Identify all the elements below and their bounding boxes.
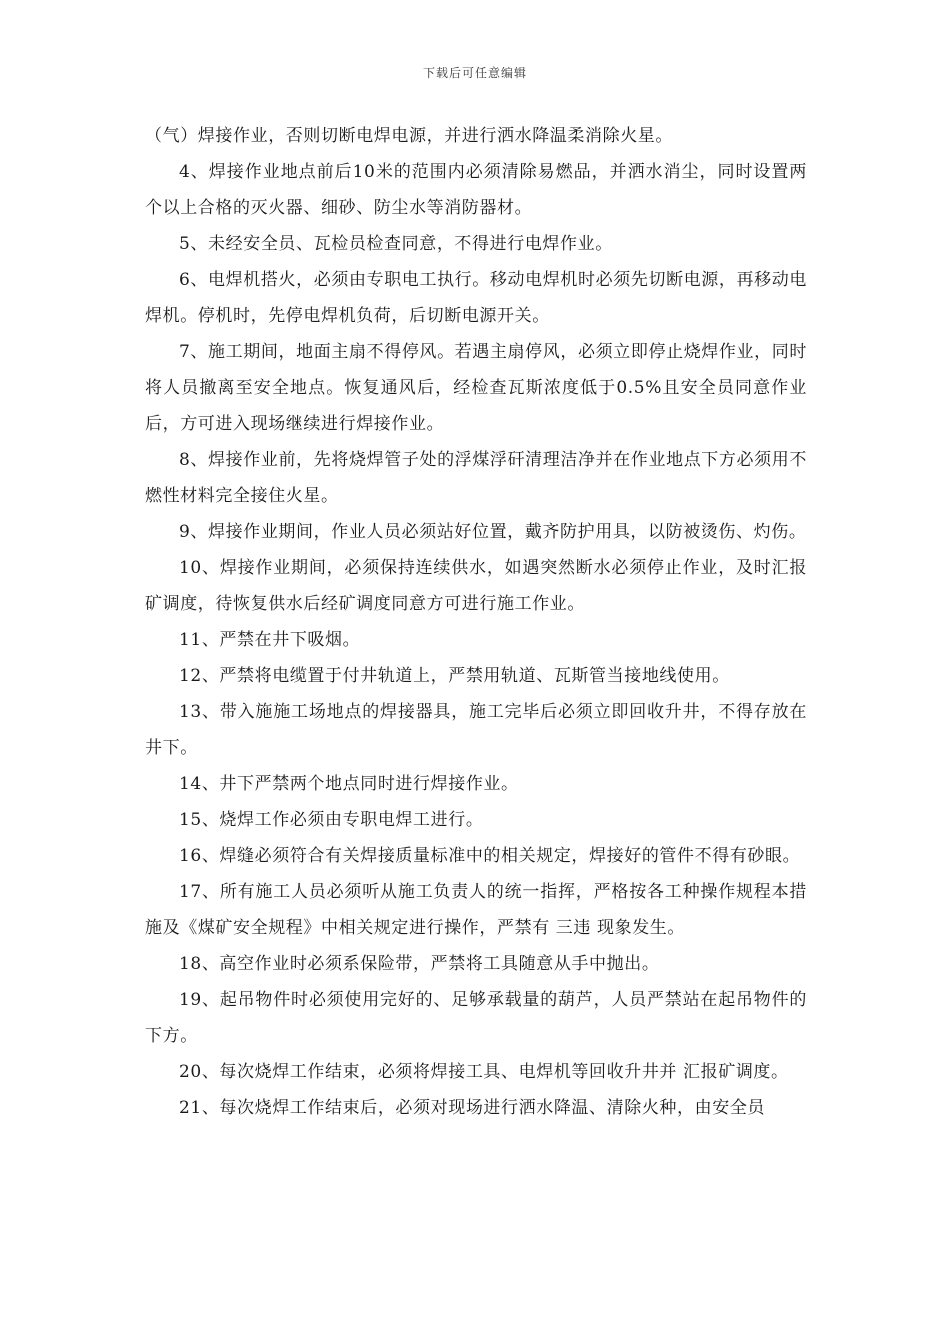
paragraph-item-12: 12、严禁将电缆置于付井轨道上，严禁用轨道、瓦斯管当接地线使用。 xyxy=(179,666,730,686)
paragraph-item-21: 21、每次烧焊工作结束后，必须对现场进行洒水降温、清除火种，由安全员 xyxy=(179,1098,766,1118)
document-body xyxy=(145,118,807,1126)
paragraph-item-14: 14、井下严禁两个地点同时进行焊接作业。 xyxy=(179,774,519,794)
paragraph-item-5: 5、未经安全员、瓦检员检查同意，不得进行电焊作业。 xyxy=(179,234,613,254)
paragraph-item-17: 17、所有施工人员必须听从施工负责人的统一指挥，严格按各工种操作规程本措施及《煤矿安全规程》中相关规定进行操作，严禁有 三违 现象发生。 xyxy=(145,882,807,938)
paragraph-item-8: 8、焊接作业前，先将烧焊管子处的浮煤浮矸清理洁净并在作业地点下方必须用不燃性材料完全接住火星。 xyxy=(145,450,807,506)
paragraph-item-16: 16、焊缝必须符合有关焊接质量标准中的相关规定，焊接好的管件不得有砂眼。 xyxy=(179,846,801,866)
paragraph-item-13: 13、带入施施工场地点的焊接器具，施工完毕后必须立即回收升井，不得存放在井下。 xyxy=(145,702,807,758)
paragraph-item-9: 9、焊接作业期间，作业人员必须站好位置，戴齐防护用具，以防被烫伤、灼伤。 xyxy=(179,522,807,542)
paragraph-item-4: 4、焊接作业地点前后10米的范围内必须清除易燃品，并洒水消尘，同时设置两个以上合格的灭火器、细砂、防尘水等消防器材。 xyxy=(145,162,807,218)
paragraph-item-10: 10、焊接作业期间，必须保持连续供水，如遇突然断水必须停止作业，及时汇报矿调度，待恢复供水后经矿调度同意方可进行施工作业。 xyxy=(145,558,807,614)
paragraph-item-15: 15、烧焊工作必须由专职电焊工进行。 xyxy=(179,810,484,830)
paragraph-item-20: 20、每次烧焊工作结束，必须将焊接工具、电焊机等回收升井并 汇报矿调度。 xyxy=(179,1062,789,1082)
paragraph-item-19: 19、起吊物件时必须使用完好的、足够承载量的葫芦，人员严禁站在起吊物件的下方。 xyxy=(145,990,807,1046)
paragraph-item-11: 11、严禁在井下吸烟。 xyxy=(179,630,361,650)
paragraph-continuation: （气）焊接作业，否则切断电焊电源，并进行洒水降温柔消除火星。 xyxy=(145,126,673,146)
paragraph-item-18: 18、高空作业时必须系保险带，严禁将工具随意从手中抛出。 xyxy=(179,954,660,974)
header-note: 下载后可任意编辑 xyxy=(422,66,527,80)
paragraph-item-7: 7、施工期间，地面主扇不得停风。若遇主扇停风，必须立即停止烧焊作业，同时将人员撤离至安全地点。恢复通风后，经检查瓦斯浓度低于0.5%且安全员同意作业后，方可进入现场继续进行焊接作业。 xyxy=(145,342,807,434)
paragraph-item-6: 6、电焊机搭火，必须由专职电工执行。移动电焊机时必须先切断电源，再移动电焊机。停机时，先停电焊机负荷，后切断电源开关。 xyxy=(145,270,807,326)
